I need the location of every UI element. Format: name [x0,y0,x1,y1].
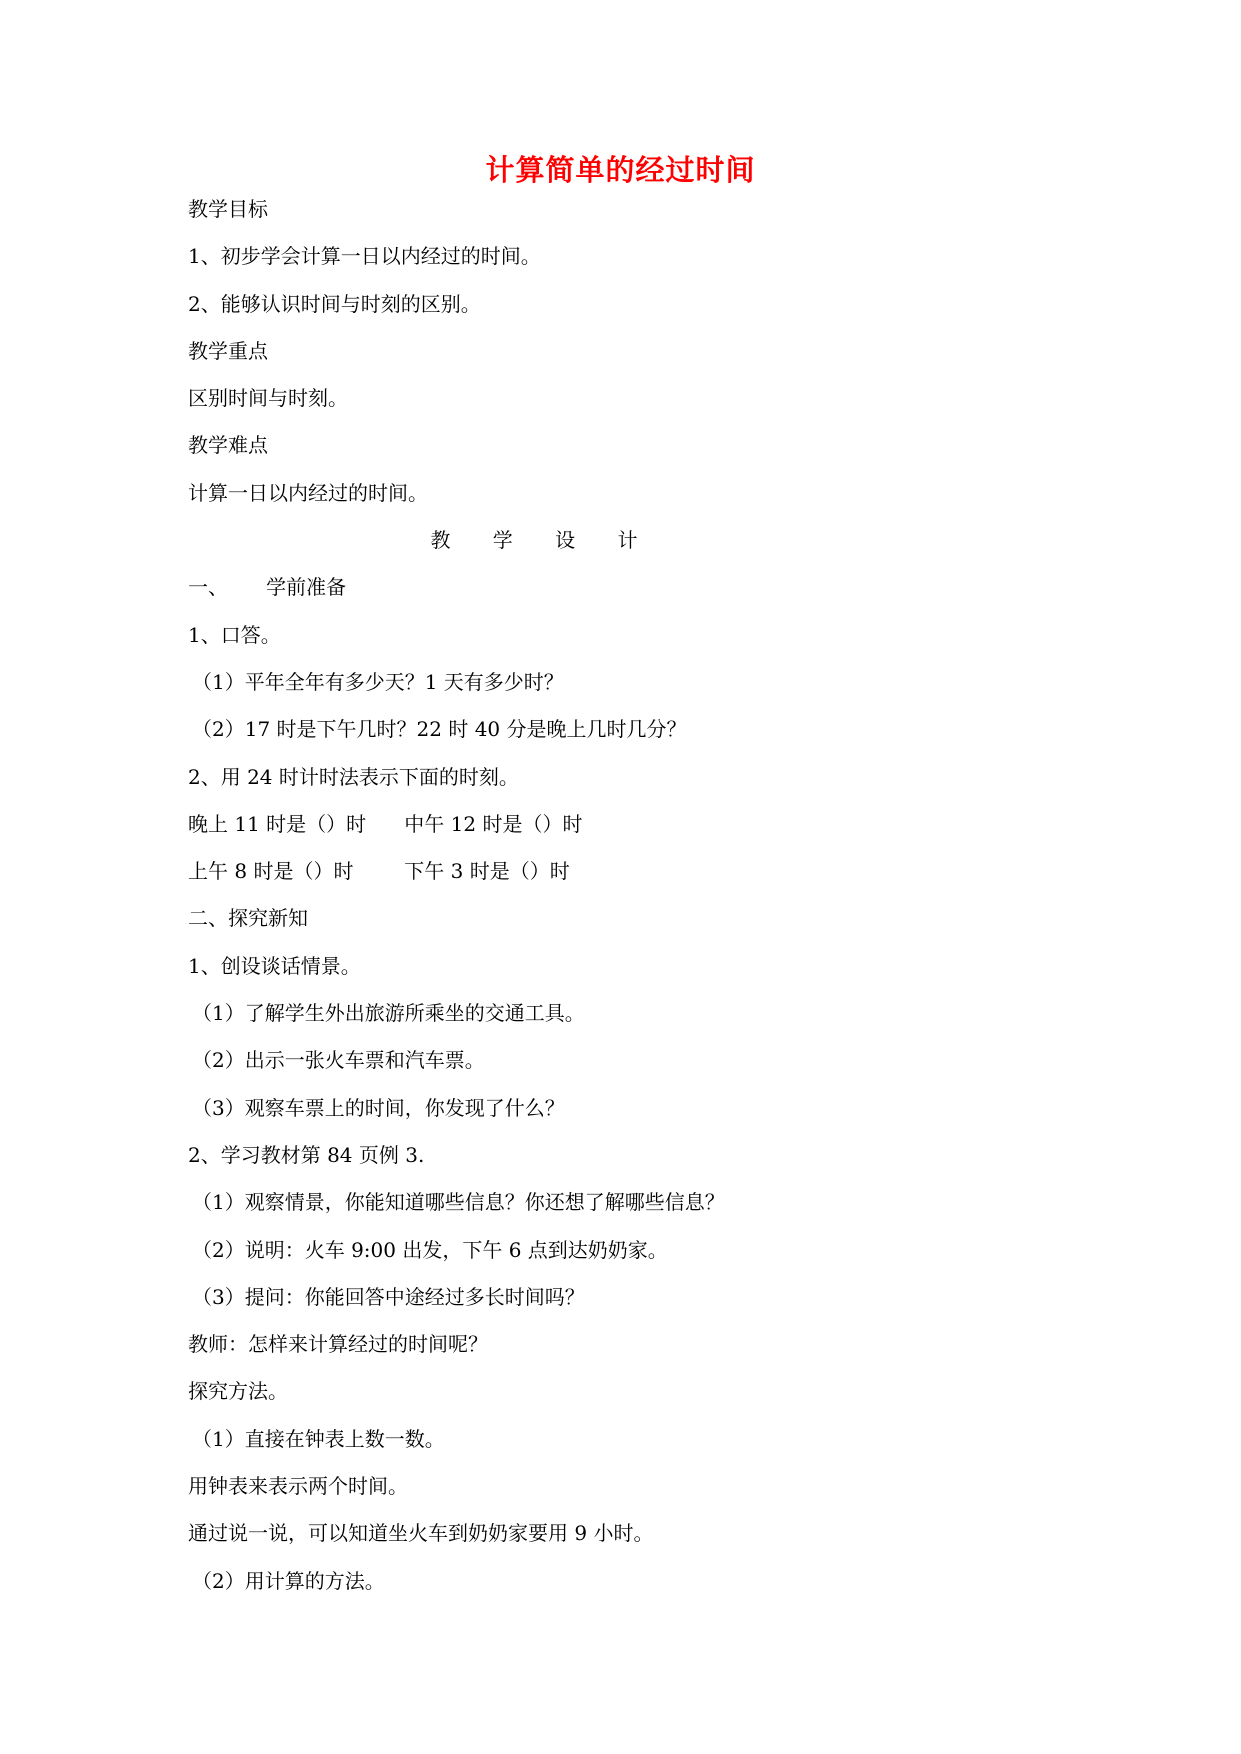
paragraph-line: 1、创设谈话情景。 [188,953,361,978]
paragraph-line: （1）了解学生外出旅游所乘坐的交通工具。 [192,1001,585,1026]
paragraph-line: （3）观察车票上的时间，你发现了什么？ [192,1095,565,1120]
goal-item-1: 1、初步学会计算一日以内经过的时间。 [188,244,541,269]
paragraph-line: （3）提问：你能回答中途经过多长时间吗？ [192,1284,585,1309]
paragraph-line: 2、学习教材第 84 页例 3. [188,1142,425,1167]
paragraph-line: （1）观察情景，你能知道哪些信息？你还想了解哪些信息？ [192,1190,725,1215]
heading-teaching-design: 教 学 设 计 [430,528,656,553]
heading-difficulties: 教学难点 [188,433,268,458]
key-point-text: 区别时间与时刻。 [188,386,348,411]
paragraph-line: 1、口答。 [188,622,281,647]
paragraph-line: （2）说明：火车 9:00 出发，下午 6 点到达奶奶家。 [192,1237,668,1262]
paragraph-line: 晚上 11 时是（）时 中午 12 时是（）时 [188,811,583,836]
paragraph-line: （2）用计算的方法。 [192,1568,385,1593]
section-2-heading: 二、探究新知 [188,906,308,931]
paragraph-line: 通过说一说，可以知道坐火车到奶奶家要用 9 小时。 [188,1521,654,1546]
heading-teaching-goals: 教学目标 [188,197,268,221]
document-body [188,194,1088,1613]
paragraph-line: （1）直接在钟表上数一数。 [192,1426,445,1451]
paragraph-line: （2）17 时是下午几时？22 时 40 分是晚上几时几分？ [192,717,687,742]
paragraph-line: 2、用 24 时计时法表示下面的时刻。 [188,764,519,789]
paragraph-line: 教师：怎样来计算经过的时间呢？ [188,1332,488,1357]
goal-item-2: 2、能够认识时间与时刻的区别。 [188,291,481,316]
paragraph-line: 探究方法。 [188,1379,288,1404]
difficulty-text: 计算一日以内经过的时间。 [188,480,428,505]
document-title: 计算简单的经过时间 [485,153,756,187]
paragraph-line: （1）平年全年有多少天？1 天有多少时？ [192,669,564,694]
paragraph-line: 用钟表来表示两个时间。 [188,1474,408,1499]
heading-key-points: 教学重点 [188,338,268,363]
section-1-heading: 一、 学前准备 [188,575,347,600]
paragraph-line: 上午 8 时是（）时 下午 3 时是（）时 [188,859,570,884]
paragraph-line: （2）出示一张火车票和汽车票。 [192,1048,485,1073]
